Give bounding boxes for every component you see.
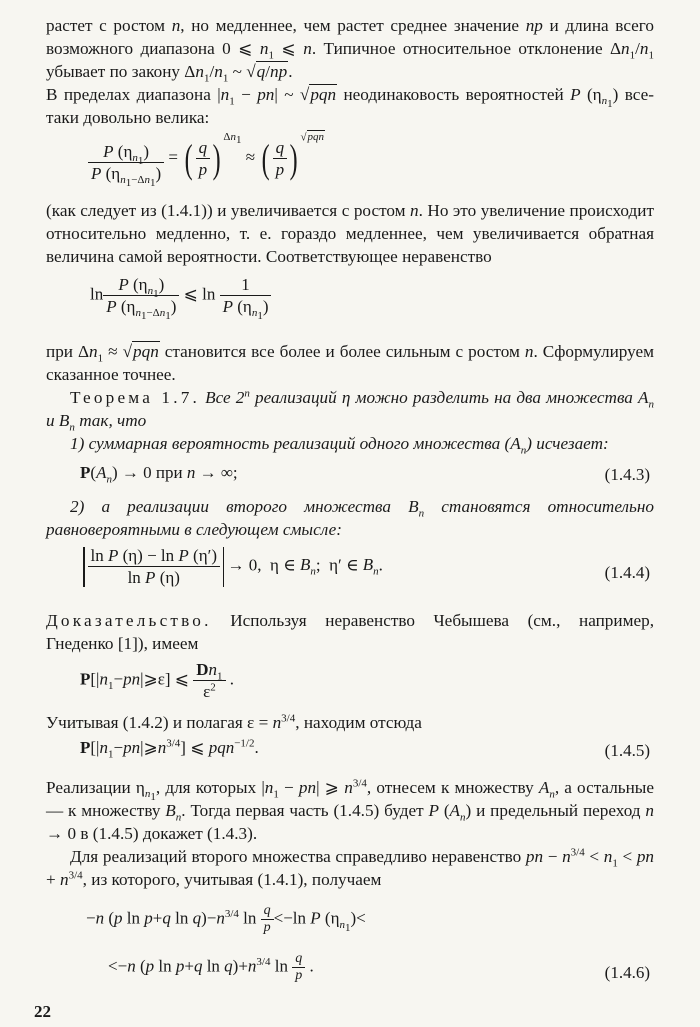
equation-1-4-3: $P(A_n) \to 0$ при n → ∞; (1.4.3) <box>80 463 650 486</box>
paragraph-7: Для реализаций второго множества справедливо неравенство pn − $n^{3/4} < n_1$ < pn + $n^{3/4}$, из которого, учитывая (1.4.1), получаем <box>46 846 654 889</box>
display-formula-ln-inequality: ln $\frac{P (\eta_{n_1})}{P (\eta_{n_1-\Delta n_1})}$ ⩽ ln $\frac{1}{P (\eta_{n_1})}$ <box>46 274 654 340</box>
equation-1-4-5: $P[|n_1-pn|⩾n^{3/4}]$ ⩽ pqn$^{-1/2}$. (1.4.5) <box>80 737 650 761</box>
equation-1-4-4: $\frac{\text{ln P (η) − ln P (η′)}}{\text{ln P (η)}}$ → 0, η ∈ $B_n$; η′ ∈ $B_n$. (1.4.4) <box>46 545 654 601</box>
paragraph-1: растет с ростом n, но медленнее, чем растет среднее значение np и длина всего возможного диапазона 0 ⩽ $n_1$ ⩽ n. Типичное относительное отклонение $\Delta n_1/n_1$ убывает по закону $\Delta n_1/n_1$ ~ √q/np. <box>46 16 655 85</box>
proof-paragraph: Доказательство. Используя неравенство Чебышева (см., например, Гнеденко [1]), имеем <box>46 611 654 653</box>
paragraph-2: В пределах диапазона $|n_1 - pn|$ ~ √pqn неодинаковость вероятностей P $(\eta_{n_1})$ все-таки довольно велика: <box>46 85 654 127</box>
paragraph-3: (как следует из (1.4.1)) и увеличивается с ростом n. Но это увеличение происходит относительно медленно, т. е. гораздо медленнее, чем увеличивается обратная величина самой вероятности. Соответствующее неравенство <box>46 201 654 266</box>
theorem-item-1: 1) суммарная вероятность реализаций одного множества $(A_n)$ исчезает: <box>70 434 609 457</box>
page-body <box>46 14 654 995</box>
page-number: 22 <box>34 1002 51 1021</box>
equation-chebyshev: $P[|n_1-pn|⩾\varepsilon]$ ⩽ $\frac{Dn_1}{\varepsilon^2}$ . <box>80 660 235 701</box>
equation-1-4-6-line-1: −n (p ln p+q $\ln q)-n^{3/4}$ ln $\frac{q}{p}$ <−ln P $(\eta_{n_1})<$ <box>86 903 366 935</box>
equation-1-4-6-line-2: <−n (p ln p+q $\ln q)+n^{3/4}$ ln $\frac{q}{p}$ . (1.4.6) <box>108 951 650 983</box>
paragraph-5: Учитывая (1.4.2) и полагая $\varepsilon = n^{3/4}$, находим отсюда <box>46 712 422 732</box>
equation-number: (1.4.3) <box>604 465 650 484</box>
paragraph-6: Реализации $\eta_{n_1}$, для которых $|n_1 - pn|$ ⩾ $n^{3/4}$, отнесем к множеству $A_n$, а остальные — к множеству $B_n$. Тогда первая часть (1.4.5) будет P $(A_n)$ и предельный переход n → 0 в (1.4.5) докажет (1.4.3). <box>46 777 654 843</box>
paragraph-4: при $\Delta n_1 \approx √pqn$ становится все более и более сильным с ростом n. Сформулируем сказанное точнее. <box>46 342 655 384</box>
equation-number: (1.4.4) <box>604 563 650 582</box>
theorem-label: Теорема 1.7. <box>70 388 200 407</box>
theorem-item-2: 2) а реализации второго множества $B_n$ становятся относительно равновероятными в следующем смысле: <box>46 497 654 539</box>
equation-number: (1.4.6) <box>604 963 650 982</box>
display-formula-ratio: $\frac{P (\eta_{n_1})}{P (\eta_{n_1-\Delta n_1})}$ = ( $\frac{q}{p}$ ) $^{\Delta n_1}$ ≈ ( $\frac{q}{p}$ ) $^{√pqn}$ <box>46 133 654 199</box>
theorem-statement: Теорема 1.7. Все 2$^n$ реализаций η можно разделить на два множества $A_n$ и $B_n$ так, что <box>46 387 655 434</box>
proof-label: Доказательство. <box>46 611 212 630</box>
equation-number: (1.4.5) <box>604 741 650 760</box>
